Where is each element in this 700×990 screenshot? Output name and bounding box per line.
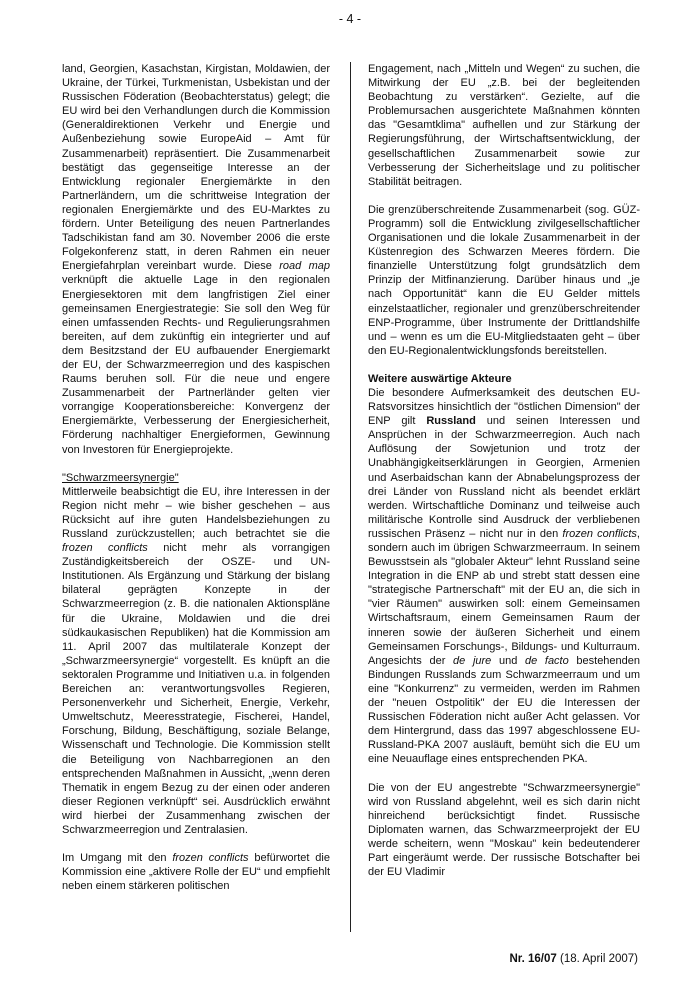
emphasis-frozen-conflicts: frozen conflicts — [172, 852, 249, 865]
right-paragraph-1: Engagement, nach „Mitteln und Wegen“ zu suchen, die Mitwirkung der EU „z.B. bei der begleitenden Beobachtung zu verstärken“. Gezielte, auf die Problemursachen ausgerichtete Maßnahmen könnten das "Gesamtklima" aufhellen und zur Stärkung der Regierungsführung, der Wirtschaftsentwicklung, der gesellschaftlichen Zusammenarbeit sowie zur Verbesserung der Sicherheitslage und zu politischer Stabilität beitragen. — [368, 63, 640, 188]
emphasis-road-map: road map — [279, 260, 330, 273]
emphasis-russland: Russland — [426, 415, 476, 428]
right-paragraph-2: Die grenzüberschreitende Zusammenarbeit (sog. GÜZ-Programm) soll die Entwicklung zivilgesellschaftlicher Organisationen und die lokale Zusammenarbeit in der Küstenregion des Schwarzen Meeres fördern. Die finanzielle Unterstützung folgt grundsätzlich dem Prinzip der Mitfinanzierung. Darüber hinaus und „je nach Opportunität“ kann die EU Gelder mittels einzelstaatlicher, regionaler und grenzüberschreitender ENP-Programme, über Instrumente der Drittlandshilfe und – wenn es um die EU-Mitgliedstaaten geht – über den EU-Regionalentwicklungsfonds bereitstellen. — [368, 203, 640, 357]
footer-issue — [509, 953, 638, 965]
page-number: - 4 - — [338, 12, 362, 26]
emphasis-frozen-conflicts: frozen conflicts — [562, 527, 637, 540]
emphasis-frozen-conflicts: frozen conflicts — [62, 542, 148, 555]
issue-number: Nr. 16/07 — [509, 953, 557, 965]
left-column — [62, 62, 330, 907]
left-paragraph-2: Mittlerweile beabsichtigt die EU, ihre Interessen in der Region nicht mehr – wie bisher geschehen – aus Rücksicht auf ihre guten Handelsbeziehungen zu Russland zurückzustellen; auch betrachtet sie die frozen conflicts nicht mehr als vorrangigen Zuständigkeitsbereich der OSZE- und UN-Institutionen. Als Ergänzung und Stärkung der bislang bilateral geprägten Konzepte in der Schwarzmeerregion (z. B. die nationalen Aktionspläne für die Ukraine, Moldawien und die drei südkaukasischen Republiken) hat die Kommission am 11. April 2007 das multilaterale Konzept der „Schwarzmeersynergie“ vorgestellt. Es knüpft an die sektoralen Programme und Initiativen u.a. in folgenden Bereichen an: verantwortungsvolles Regieren, Personenverkehr und Sicherheit, Energie, Verkehr, Umweltschutz, Meeresstrategie, Fischerei, Handel, Forschung, Bildung, Beschäftigung, soziale Belange, Wissenschaft und Technologie. Die Kommission stellt die Beteiligung von Nachbarregionen an den entsprechenden Maßnahmen in Aussicht, „wenn deren Thematik in engem Bezug zu der einen oder anderen dieser Regionen verknüpft“ sei. Ausdrücklich erwähnt wird hierbei der Zusammenhang zwischen der Schwarzmeerregion und Zentralasien. — [62, 485, 330, 836]
column-divider — [350, 62, 351, 932]
section-heading: Weitere auswärtige Akteure — [368, 372, 512, 385]
emphasis-de-jure: de jure — [453, 654, 492, 667]
subheading-schwarzmeersynergie: "Schwarzmeersynergie" — [62, 471, 179, 484]
right-paragraph-3: Die besondere Aufmerksamkeit des deutschen EU-Ratsvorsitzes hinsichtlich der "östlichen Dimension" der ENP gilt Russland und seinen Interessen und Ansprüchen in der Schwarzmeerregion. Auch nach Auflösung der Sowjetunion und trotz der Unabhängigkeitserklärungen in Georgien, Armenien und Aserbaidschan kann der Abnabelungsprozess der drei Länder von Russland nicht als beendet erklärt werden. Wirtschaftliche Dominanz und teilweise auch militärische Kontrolle sind Ausdruck der verbliebenen russischen Präsenz – nicht nur in den frozen conflicts, sondern auch im übrigen Schwarzmeerraum. In seinem Bewusstsein als "globaler Akteur" lehnt Russland seine Integration in die ENP ab und strebt statt dessen eine "strategische Partnerschaft" mit der EU an, die sich in "vier Räumen" auswirken soll: einem Gemeinsamen Wirtschaftsraum, einem Gemeinsamen Raum der inneren sowie der äußeren Sicherheit und einem Gemeinsamen Forschungs-, Bildungs- und Kulturraum. Angesichts der de jure und de facto bestehenden Bindungen Russlands zum Schwarzmeerraum und um eine "Konkurrenz" zu vermeiden, werden im Rahmen der "neuen Ostpolitik" der EU die Interessen der Russischen Föderation nicht außer Acht gelassen. Vor dem Hintergrund, dass das 1997 abgeschlossene EU-Russland-PKA 2007 ausläuft, bemüht sich die EU um eine Neuauflage eines entsprechenden PKA. — [368, 386, 641, 766]
left-paragraph-3: Im Umgang mit den frozen conflicts befürwortet die Kommission eine „aktivere Rolle der EU“ und empfiehlt neben einem stärkeren politischen — [62, 852, 330, 893]
left-paragraph-1: land, Georgien, Kasachstan, Kirgistan, Moldawien, der Ukraine, der Türkei, Turkmenistan, Usbekistan und der Russischen Föderation (Beobachterstatus) gelegt; die EU wird bei den Verhandlungen durch die Kommission (Generaldirektionen Verkehr und Energie und Außenbeziehung sowie EuropeAid – Amt für Zusammenarbeit) repräsentiert. Die Zusammenarbeit bestätigt das gegenseitige Interesse an der Entwicklung regionaler Energiemärkte in den Partnerländern, um die schrittweise Integration der regionalen Energiemärkte und des EU-Marktes zu fördern. Unter Beteiligung des neuen Partnerlandes Tadschikistan fand am 30. November 2006 die erste Folgekonferenz statt, in deren Rahmen ein neuer Energiefahrplan vereinbart wurde. Diese road map verknüpft die aktuelle Lage in den regionalen Energiesektoren mit dem langfristigen Ziel einer gemeinsamen Energiestrategie: Sie soll den Weg für einen umfassenden Rechts- und Regulierungsrahmen bereiten, auf dem zukünftig ein integrierter und auf dem Besitzstand der EU aufbauender Energiemarkt der EU, der Schwarzmeerregion und des kaspischen Raums beruhen soll. Für die neue und engere Zusammenarbeit der Partnerländer gelten vier vorrangige Kooperationsbereiche: Konvergenz der Energiemärkte, Verbesserung der Energiesicherheit, Förderung nachhaltiger Energieformen, Gewinnung von Investoren für Energieprojekte. — [62, 63, 330, 456]
issue-date: (18. April 2007) — [556, 953, 638, 965]
right-column — [368, 62, 640, 893]
emphasis-de-facto: de facto — [524, 654, 569, 667]
right-paragraph-4: Die von der EU angestrebte "Schwarzmeersynergie" wird von Russland abgelehnt, weil es sich darin nicht hinreichend berücksichtigt findet. Russische Diplomaten warnen, das Schwarzmeerprojekt der EU werde scheitern, wenn "Moskau" kein bedeutenderer Part eingeräumt werde. Der russische Botschafter bei der EU Vladimir — [368, 781, 640, 879]
